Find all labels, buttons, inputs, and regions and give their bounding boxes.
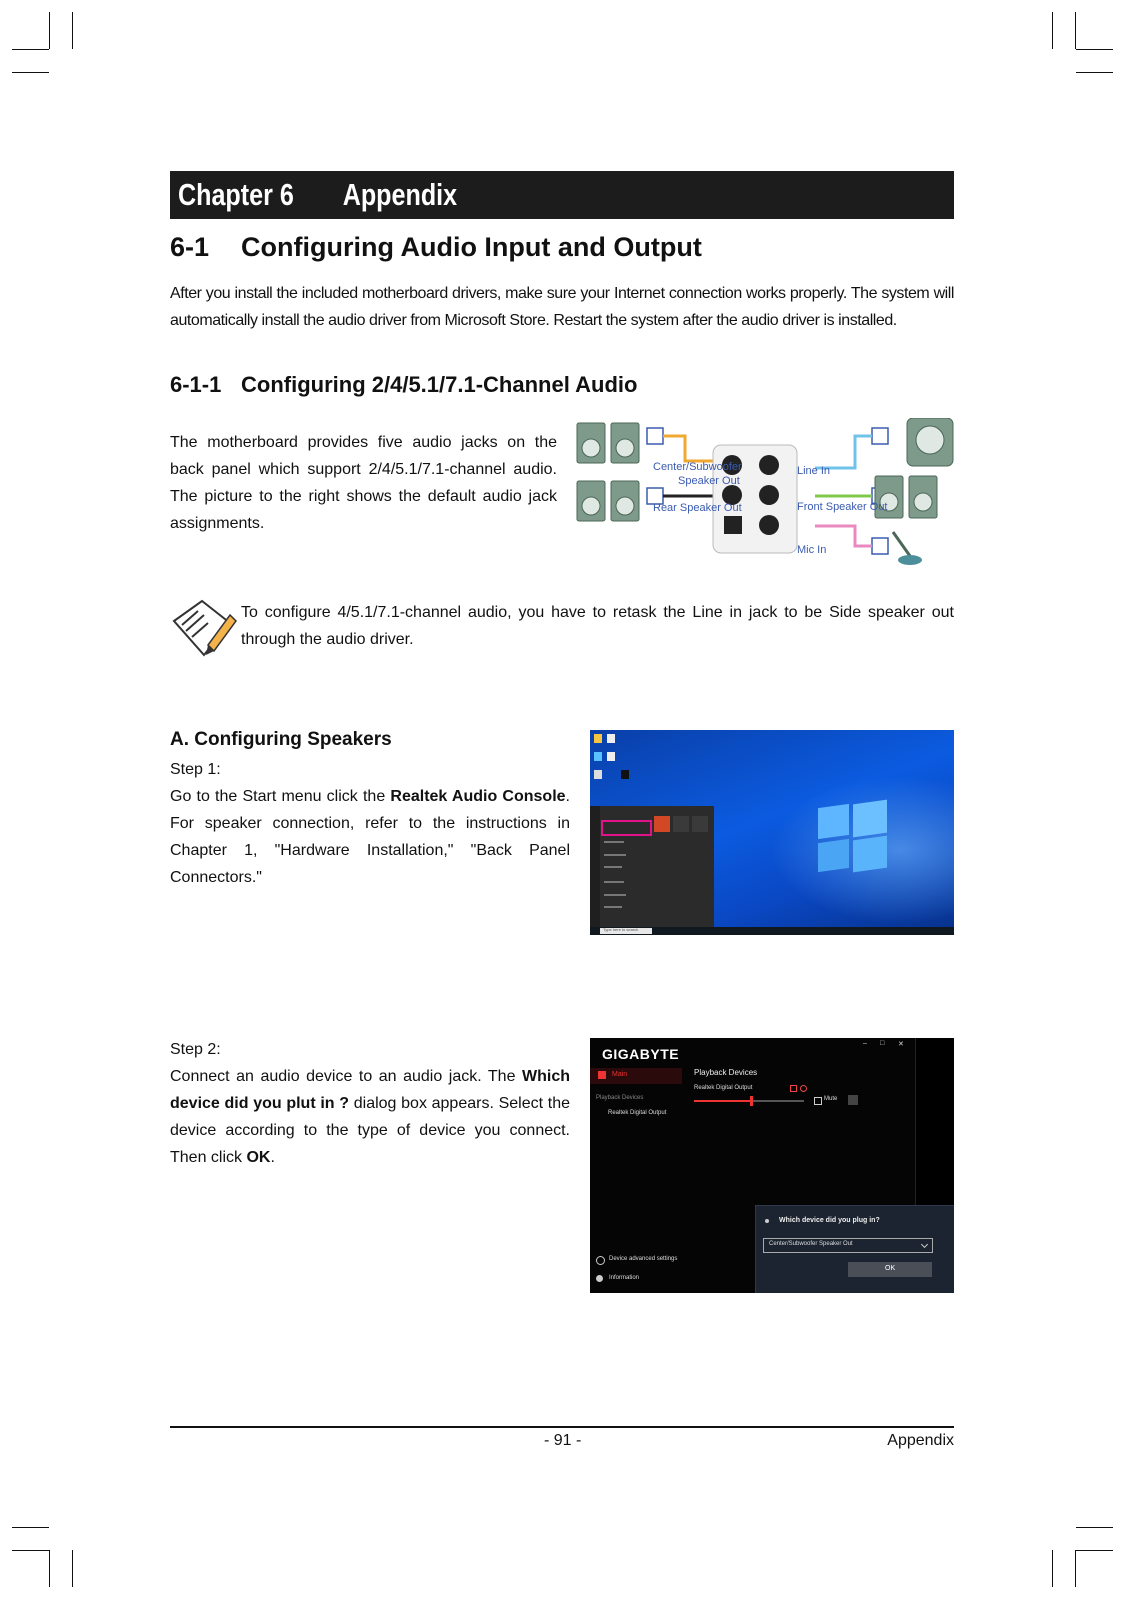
nav-device[interactable]: Realtek Digital Output — [608, 1110, 667, 1116]
jack-label-mic: Mic In — [797, 544, 827, 556]
settings-icon[interactable] — [848, 1095, 858, 1105]
step2-text-mid: dialog box appears. Select the device according to the type of device you connect. Then click — [170, 1095, 570, 1166]
tile[interactable] — [654, 816, 670, 832]
section-number: 6-1 — [170, 232, 210, 262]
realtek-highlight[interactable] — [601, 820, 652, 836]
section-heading — [170, 232, 702, 263]
volume-slider[interactable] — [694, 1100, 804, 1102]
step1-label: Step 1: — [170, 761, 221, 778]
window-minimize-button[interactable]: – — [863, 1040, 867, 1047]
step2-paragraph — [170, 1063, 570, 1171]
footer-rule — [170, 1426, 954, 1428]
desktop-screenshot — [590, 730, 954, 935]
page-number: - 91 - — [544, 1432, 582, 1449]
step1-paragraph — [170, 783, 570, 891]
crop-mark — [1076, 1550, 1113, 1551]
device-dialog — [755, 1205, 954, 1293]
crop-mark — [1076, 49, 1113, 50]
crop-mark — [49, 12, 50, 49]
step1-text-pre: Go to the Start menu click the — [170, 788, 391, 805]
desktop-icon[interactable] — [607, 752, 615, 761]
nav-main-row[interactable] — [590, 1068, 682, 1084]
audio-console-screenshot — [590, 1038, 954, 1293]
chevron-down-icon — [921, 1241, 928, 1248]
crop-mark — [1076, 72, 1113, 73]
jack-label-front: Front Speaker Out — [797, 501, 888, 513]
crop-mark — [1075, 1550, 1076, 1587]
jack-label-center-sub: Center/Subwoofer — [653, 461, 742, 473]
crop-mark — [12, 49, 49, 50]
jack-label-rear: Rear Speaker Out — [653, 502, 742, 514]
subsection-number: 6-1-1 — [170, 372, 222, 397]
phone-icon[interactable] — [800, 1085, 807, 1092]
volume-slider-thumb[interactable] — [750, 1096, 753, 1106]
crop-mark — [1052, 12, 1053, 49]
step2-text-bold: Which device did you plut in ? — [170, 1068, 570, 1112]
desktop-icon[interactable] — [594, 752, 602, 761]
chapter-header — [170, 171, 954, 219]
edit-icon[interactable] — [790, 1085, 797, 1092]
window-maximize-button[interactable]: □ — [880, 1040, 885, 1047]
dialog-ok-button[interactable] — [848, 1262, 932, 1277]
panel-title: Playback Devices — [694, 1068, 758, 1077]
panel-device-name: Realtek Digital Output — [694, 1085, 753, 1091]
audio-jack-diagram-art — [575, 418, 955, 583]
taskbar-search-placeholder: Type here to search — [603, 927, 639, 932]
jack-paragraph: The motherboard provides five audio jacks on the back panel which support 2/4/5.1/7.1-channel audio. The picture to the right shows the default audio jack assignments. — [170, 434, 557, 532]
crop-mark — [1075, 12, 1076, 49]
step1-text-post: . For speaker connection, refer to the instructions in Chapter 1, "Hardware Installation," "Back Panel Connectors." — [170, 788, 570, 886]
nav-playback-devices[interactable]: Playback Devices — [596, 1095, 644, 1101]
section-title: Configuring Audio Input and Output — [241, 232, 702, 262]
crop-mark — [72, 12, 73, 49]
step1-text-bold: Realtek Audio Console — [390, 788, 566, 805]
intro-paragraph: After you install the included motherboard drivers, make sure your Internet connection works properly. The system will automatically install the audio driver from Microsoft Store. Restart the system after the audio driver is installed. — [170, 285, 954, 329]
desktop-icon[interactable] — [607, 734, 615, 743]
note-paragraph: To configure 4/5.1/7.1-channel audio, you have to retask the Line in jack to be Side speaker out through the audio driver. — [241, 604, 954, 648]
subsection-heading — [170, 372, 637, 398]
speakers-heading: A. Configuring Speakers — [170, 729, 392, 750]
tile[interactable] — [673, 816, 689, 832]
advanced-settings-link[interactable]: Device advanced settings — [609, 1256, 678, 1262]
chapter-title: Appendix — [342, 177, 458, 212]
step2-text-pre: Connect an audio device to an audio jack. The — [170, 1068, 522, 1085]
crop-mark — [12, 1527, 49, 1528]
window-close-button[interactable]: ✕ — [898, 1041, 904, 1048]
footer-section: Appendix — [887, 1432, 954, 1449]
crop-mark — [12, 72, 49, 73]
dialog-gear-icon — [765, 1219, 769, 1223]
crop-mark — [49, 1550, 50, 1587]
jack-label-speaker-out: Speaker Out — [678, 475, 740, 487]
note-icon — [168, 597, 238, 661]
dialog-device-select[interactable] — [763, 1238, 933, 1253]
subsection-title: Configuring 2/4/5.1/7.1-Channel Audio — [241, 372, 638, 397]
windows-logo — [818, 802, 888, 872]
step2-text-end: . — [270, 1149, 275, 1166]
crop-mark — [1052, 1550, 1053, 1587]
dialog-ok-label: OK — [885, 1265, 896, 1272]
step2-label: Step 2: — [170, 1041, 221, 1058]
jack-label-line-in: Line In — [797, 465, 831, 477]
crop-mark — [1076, 1527, 1113, 1528]
audio-jack-diagram — [575, 418, 955, 583]
mute-checkbox[interactable] — [814, 1097, 822, 1105]
home-icon — [598, 1071, 606, 1079]
start-menu — [590, 806, 714, 927]
nav-main: Main — [612, 1071, 628, 1078]
dialog-title: Which device did you plug in? — [779, 1217, 880, 1224]
crop-mark — [12, 1550, 49, 1551]
chapter-label: Chapter 6 — [178, 177, 294, 212]
taskbar — [590, 927, 954, 935]
information-link[interactable]: Information — [609, 1275, 640, 1281]
desktop-icon[interactable] — [594, 770, 602, 779]
dialog-select-value: Center/Subwoofer Speaker Out — [769, 1241, 853, 1247]
gear-icon — [596, 1256, 605, 1265]
info-icon — [596, 1275, 603, 1282]
desktop-icon[interactable] — [594, 734, 602, 743]
crop-mark — [72, 1550, 73, 1587]
tile[interactable] — [692, 816, 708, 832]
console-brand: GIGABYTE — [602, 1046, 680, 1062]
step2-text-ok: OK — [246, 1149, 271, 1166]
mute-label: Mute — [824, 1096, 838, 1102]
desktop-icon[interactable] — [621, 770, 629, 779]
